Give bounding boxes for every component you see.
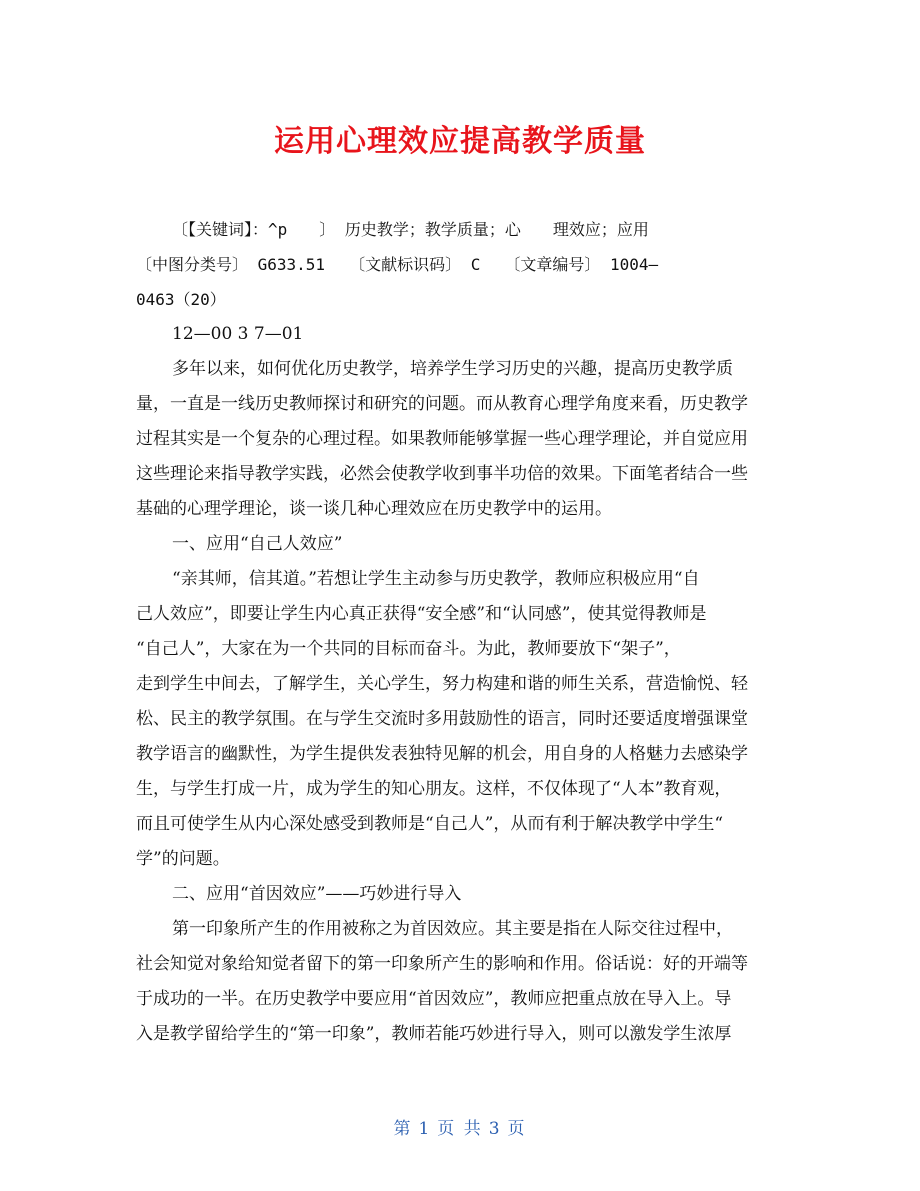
text-line: 第一印象所产生的作用被称之为首因效应。其主要是指在人际交往过程中， [172,919,733,939]
text-line: 这些理论来指导教学实践，必然会使教学收到事半功倍的效果。下面笔者结合一些 [136,464,748,484]
text-line: 入是教学留给学生的“第一印象”，教师若能巧妙进行导入，则可以激发学生浓厚 [136,1024,732,1044]
text-line: 教学语言的幽默性，为学生提供发表独特见解的机会，用自身的人格魅力去感染学 [136,744,748,764]
text-line: 0463（20） [136,290,226,309]
text-line: 走到学生中间去，了解学生，关心学生，努力构建和谐的师生关系，营造愉悦、轻 [136,674,748,694]
text-line: 一、应用“自己人效应” [172,534,343,554]
text-line: 学”的问题。 [136,849,230,869]
text-line: 二、应用“首因效应”——巧妙进行导入 [172,884,462,904]
text-line: 而且可使学生从内心深处感受到教师是“自己人”，从而有利于解决教学中学生“ [136,814,724,834]
text-line: 12—00 3 7—01 [172,324,304,344]
text-line: “亲其师，信其道。”若想让学生主动参与历史教学，教师应积极应用“自 [172,569,700,589]
footer-page-number: 1 [418,1119,432,1139]
page-footer [0,1114,920,1139]
text-line: 松、民主的教学氛围。在与学生交流时多用鼓励性的语言，同时还要适度增强课堂 [136,709,748,729]
text-line: 〔【关键词】：^p 〕 历史教学；教学质量；心 理效应；应用 [172,220,649,239]
text-line: 社会知觉对象给知觉者留下的第一印象所产生的影响和作用。俗话说：好的开端等 [136,954,748,974]
document-title: 运用心理效应提高教学质量 [274,124,646,159]
footer-prefix: 第 [393,1119,413,1139]
text-line: 基础的心理学理论，谈一谈几种心理效应在历史教学中的运用。 [136,499,612,519]
text-line: 于成功的一半。在历史教学中要应用“首因效应”，教师应把重点放在导入上。导 [136,989,732,1009]
text-line: “自己人”，大家在为一个共同的目标而奋斗。为此，教师要放下“架子”， [136,639,681,659]
footer-middle: 页 共 [437,1119,483,1139]
document-body [136,212,786,1052]
text-line: 〔中图分类号〕 G633.51 〔文献标识码〕 C 〔文章编号〕 1004— [136,255,659,274]
text-line: 过程其实是一个复杂的心理过程。如果教师能够掌握一些心理学理论，并自觉应用 [136,429,748,449]
text-line: 量，一直是一线历史教师探讨和研究的问题。而从教育心理学角度来看，历史教学 [136,394,748,414]
footer-total-pages: 3 [488,1119,502,1139]
text-line: 多年以来，如何优化历史教学，培养学生学习历史的兴趣，提高历史教学质 [172,359,733,379]
footer-suffix: 页 [507,1119,527,1139]
text-line: 生，与学生打成一片，成为学生的知心朋友。这样，不仅体现了“人本”教育观， [136,779,732,799]
text-line: 己人效应”，即要让学生内心真正获得“安全感”和“认同感”，使其觉得教师是 [136,604,707,624]
